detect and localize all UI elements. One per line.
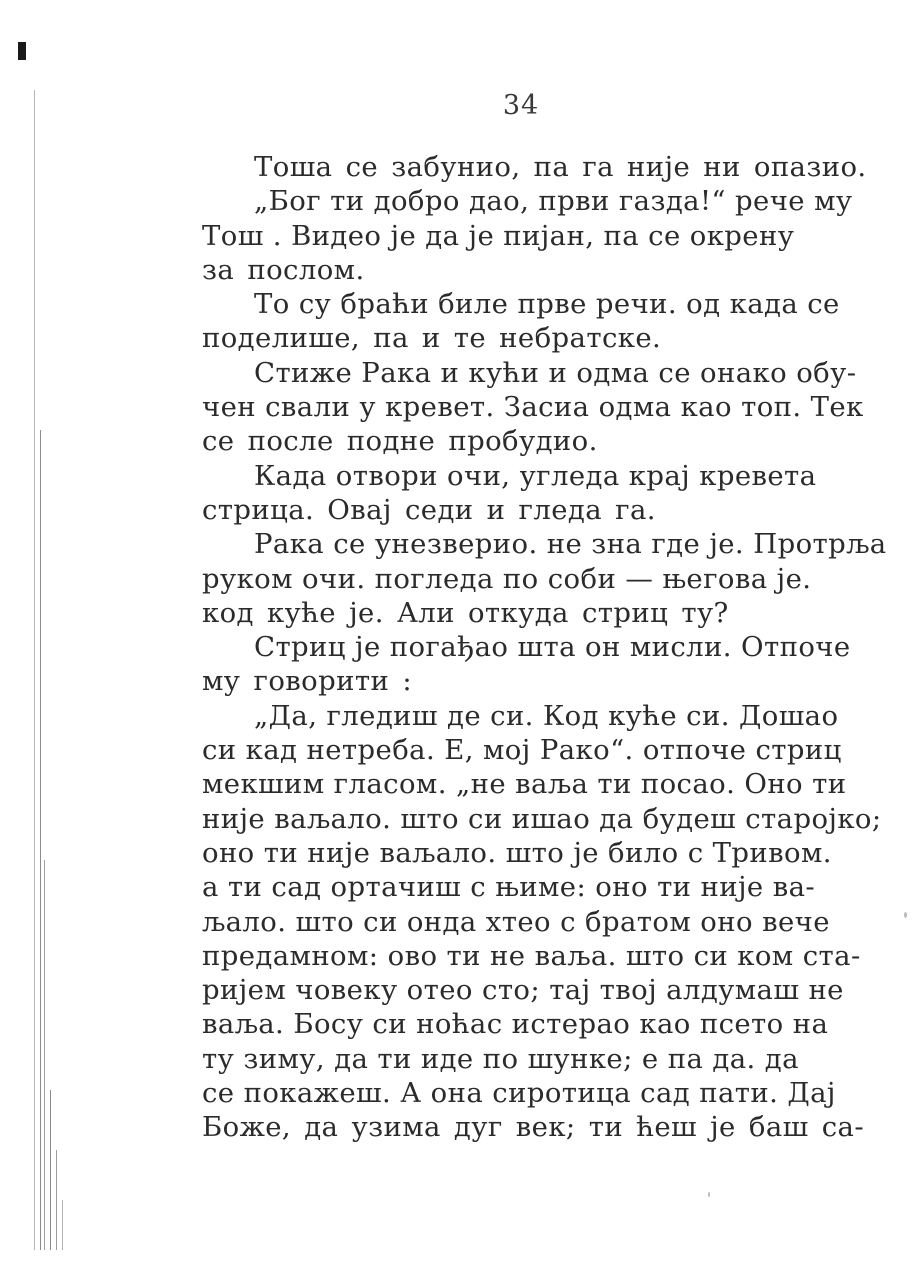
gutter-line: [50, 1090, 51, 1250]
text-line: Рака се унезверио. не зна где је. Протрља: [254, 528, 887, 561]
gutter-line: [40, 430, 41, 1250]
text-line: Тоша се забунио, па га није ни опазио.: [254, 151, 867, 183]
text-line: „Да, гледиш де си. Код куће си. Дошао: [254, 699, 839, 732]
paragraph: [202, 699, 882, 1145]
text-line: му говорити :: [202, 665, 412, 698]
paragraph: [202, 287, 840, 356]
page-number: 34: [502, 90, 540, 121]
text-line: Стиже Рака и кући и одма се онако обу-: [254, 356, 857, 389]
text-line: предамном: ово ти не ваља. што си ком ста-: [202, 939, 861, 972]
paragraph: [202, 630, 851, 699]
text-line: Боже, да узима дуг век; ти ћеш је баш са-: [202, 1111, 865, 1144]
text-line: То су браћи биле прве речи. од када се: [254, 288, 840, 321]
body-text: [202, 150, 887, 1145]
text-line: Када отвори очи, угледа крај кревета: [254, 459, 817, 492]
gutter-line: [34, 90, 35, 1250]
text-line: ваља. Босу си ноћас истерао као псето на: [202, 1008, 829, 1041]
text-line: ту зиму, да ти иде по шунке; е па да. да: [202, 1042, 799, 1075]
text-line: „Бог ти добро дао, први газда!“ рече му: [254, 185, 853, 218]
text-line: Стриц је погађао шта он мисли. Отпоче: [254, 631, 851, 664]
text-line: чен свали у кревет. Засиа одма као топ. Тек: [202, 391, 864, 424]
paragraph: [202, 527, 887, 630]
scan-speck: [708, 1192, 710, 1197]
scan-speck: [904, 912, 907, 918]
text-line: а ти сад ортачиш с њиме: оно ти није ва-: [202, 871, 816, 904]
gutter-line: [44, 860, 45, 1250]
text-line: стрица. Овај седи и гледа га.: [202, 493, 656, 526]
paragraph: [202, 184, 853, 287]
text-line: Тош . Видео је да је пијан, па се окрену: [202, 219, 795, 252]
paragraph: [202, 459, 830, 528]
scan-artifact-mark: [18, 42, 26, 60]
text-line: љало. што си онда хтео с братом оно вече: [202, 905, 830, 938]
text-line: се после подне пробудио.: [202, 425, 598, 458]
gutter-line: [56, 1150, 57, 1250]
gutter-line: [62, 1200, 63, 1250]
text-line: код куће је. Али откуда стриц ту?: [202, 596, 729, 629]
text-line: оно ти није ваљало. што је било с Тривом.: [202, 836, 832, 869]
text-line: није ваљало. што си ишао да будеш старојко;: [202, 802, 882, 835]
text-line: руком очи. погледа по соби — његова је.: [202, 562, 812, 595]
text-line: си кад нетреба. Е, мој Рако“. отпоче стриц: [202, 734, 842, 767]
text-line: ријем човеку отео сто; тај твој алдумаш не: [202, 974, 844, 1007]
text-line: за послом.: [202, 253, 365, 286]
text-line: се покажеш. А она сиротица сад пати. Дај: [202, 1077, 836, 1110]
text-line: поделише, па и те небратске.: [202, 322, 662, 355]
paragraph: [202, 150, 867, 184]
text-line: мекшим гласом. „не ваља ти посао. Оно ти: [202, 768, 847, 801]
paragraph: [202, 356, 864, 459]
